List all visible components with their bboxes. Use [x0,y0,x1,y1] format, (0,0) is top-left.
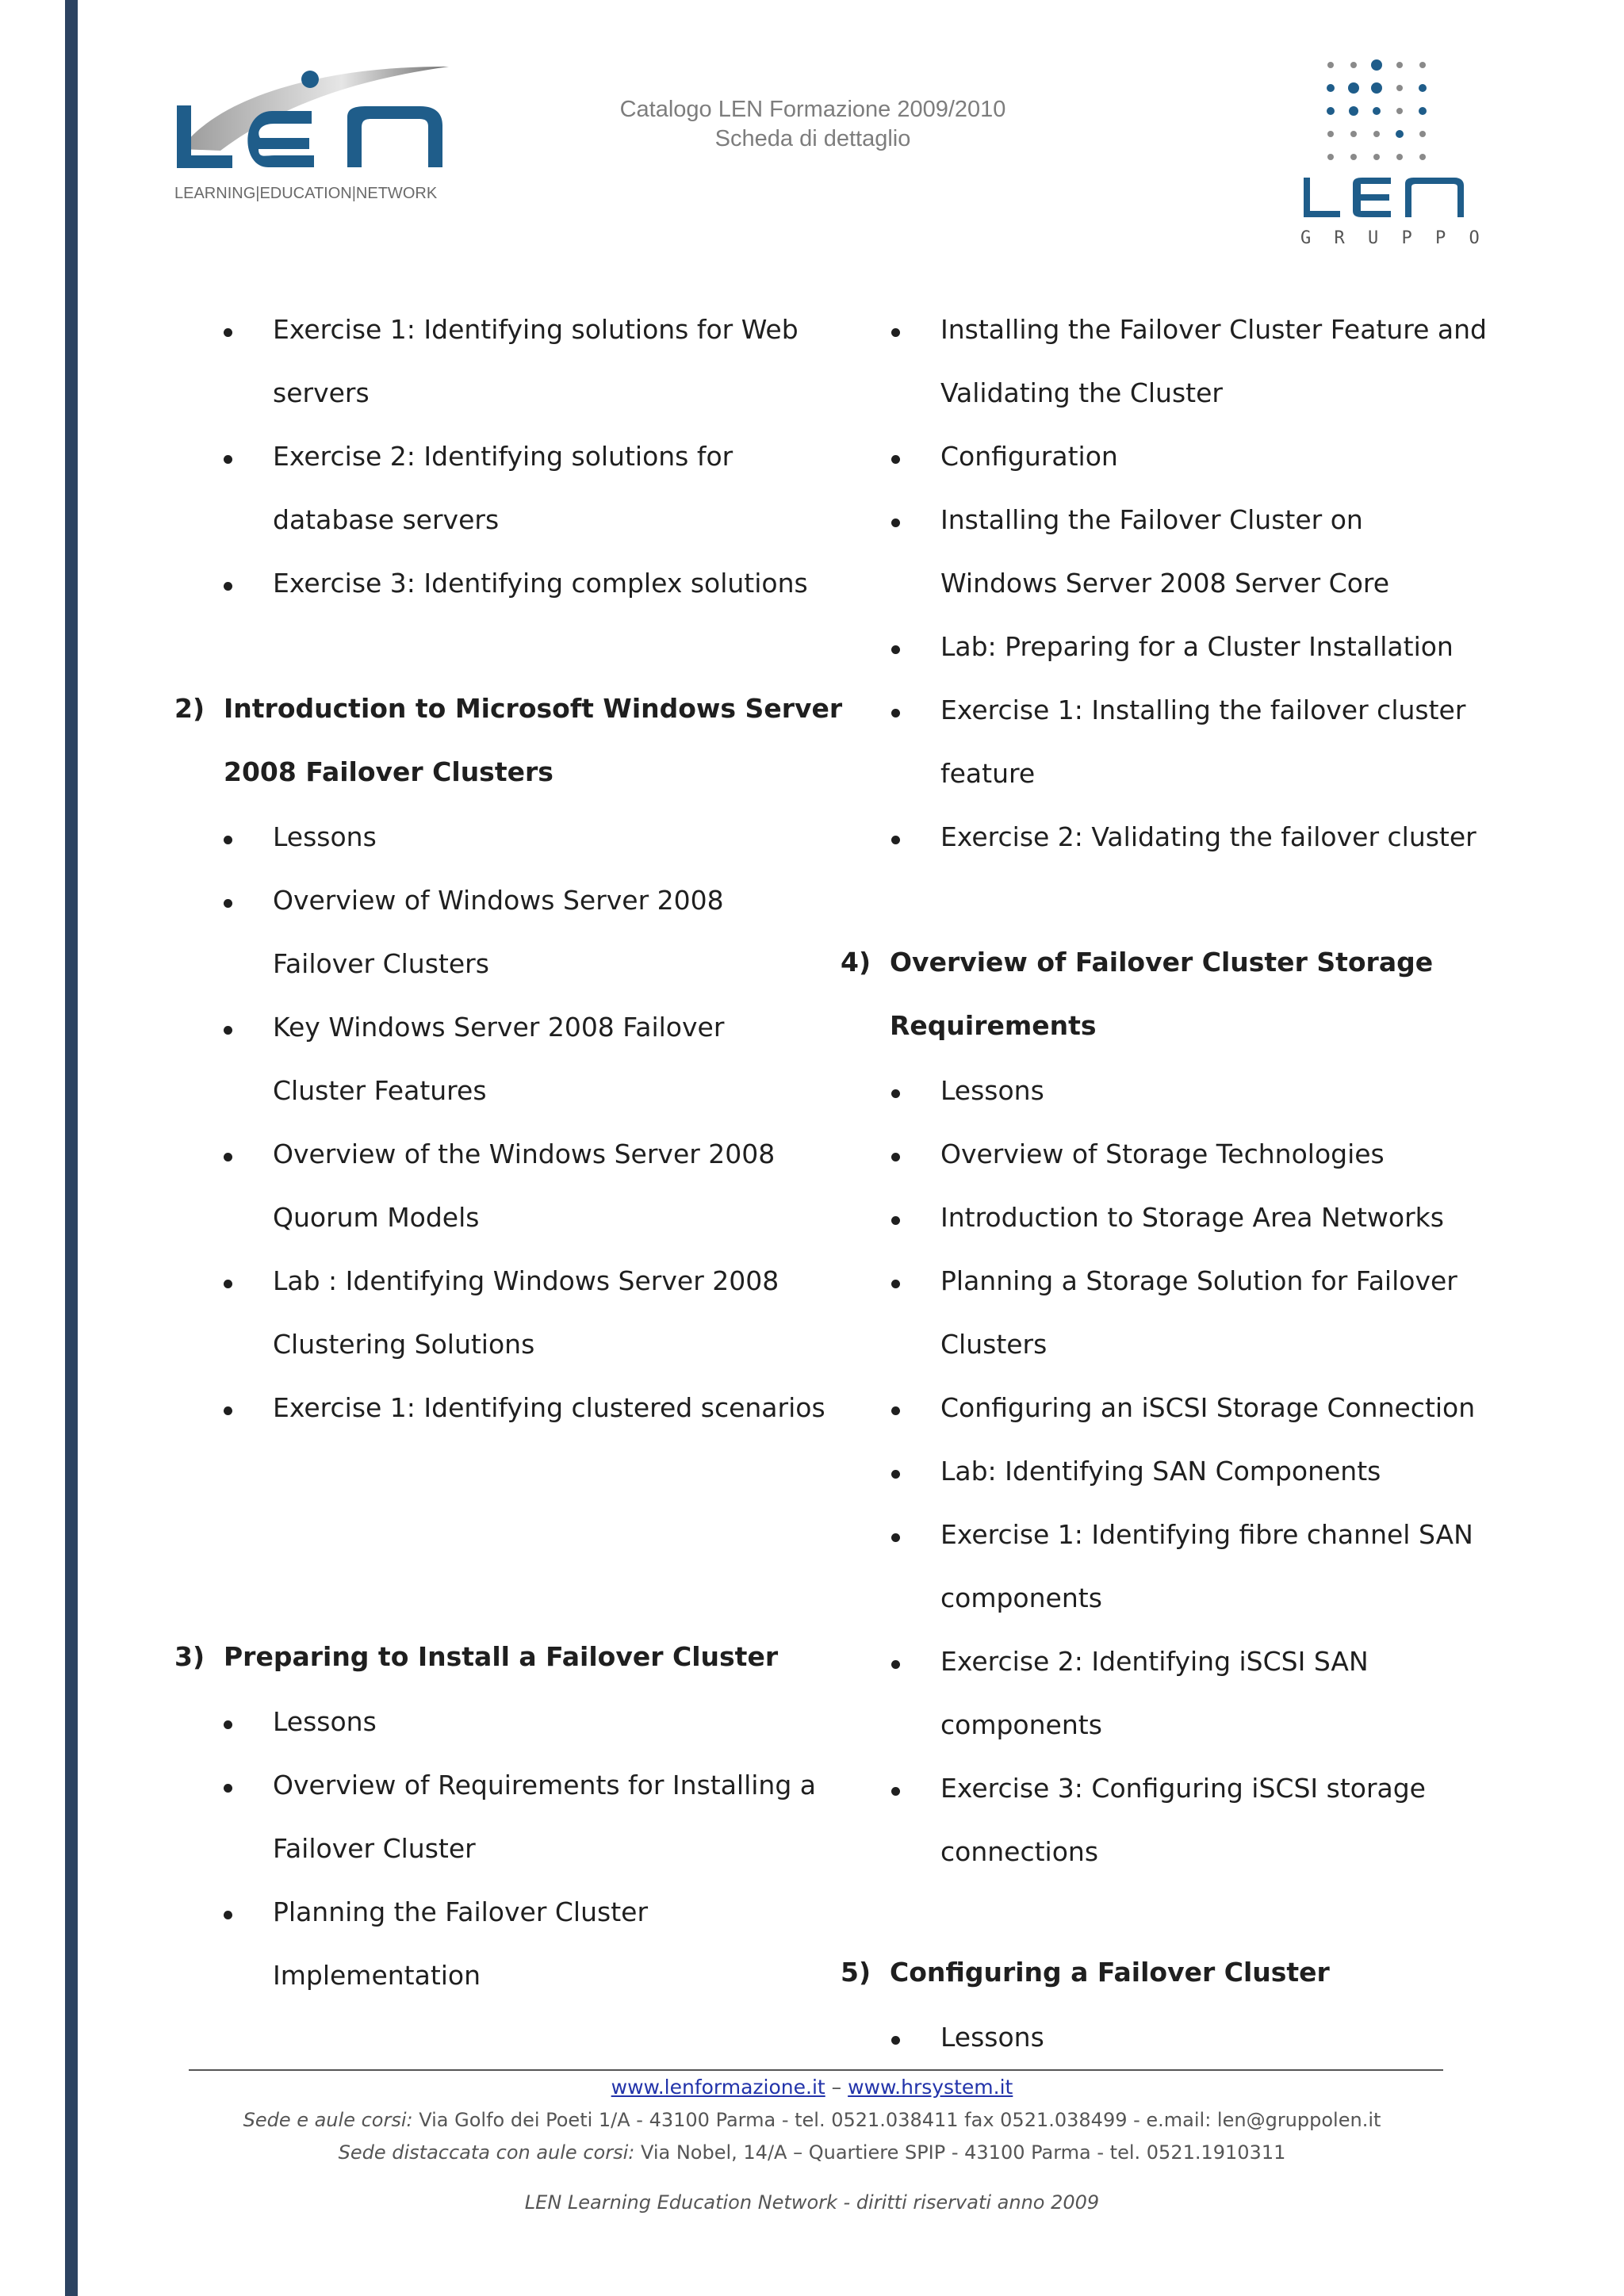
bullet-icon [891,2036,900,2045]
bullet-icon [224,1280,232,1288]
list-item-continuation: Clusters [940,1329,1048,1360]
section-number: 3) [174,1641,205,1672]
logo-dot [1419,154,1426,160]
list-item: Lab: Identifying SAN Components [940,1456,1381,1487]
document-header [555,95,1071,154]
footer-address-label: Sede e aule corsi: [243,2109,413,2131]
list-item-continuation: Quorum Models [273,1202,480,1233]
list-item: Planning the Failover Cluster [273,1896,649,1927]
logo-dot [1350,154,1357,160]
bullet-icon [224,1720,232,1729]
logo-dot [1373,131,1380,137]
list-item-continuation: components [940,1582,1102,1613]
bullet-icon [891,1660,900,1669]
footer-address-text: Via Golfo dei Poeti 1/A - 43100 Parma - tel. 0521.038411 fax 0521.038499 - e.mail: len@gruppolen.it [412,2109,1381,2131]
logo-tagline: LEARNING|EDUCATION|NETWORK [174,185,438,202]
logo-dot [1327,84,1335,92]
footer-secondary-label: Sede distaccata con aule corsi: [338,2141,635,2164]
bullet-icon [891,645,900,654]
logo-dot [1348,82,1359,94]
logo-dot [1371,82,1382,94]
page-left-bar [65,0,78,2296]
list-item: Lessons [940,2022,1044,2053]
logo-dot [1419,131,1426,137]
list-item: Lessons [940,1075,1044,1106]
logo-dot [1396,154,1403,160]
bullet-icon [891,1216,900,1225]
list-item: Exercise 2: Identifying iSCSI SAN [940,1646,1369,1677]
list-item: Exercise 2: Identifying solutions for [273,441,733,472]
hrsystem-link[interactable]: www.hrsystem.it [848,2076,1013,2099]
list-item: Lessons [273,821,377,852]
footer-secondary-text: Via Nobel, 14/A – Quartiere SPIP - 43100 Parma - tel. 0521.1910311 [634,2141,1286,2164]
section-heading: Configuring a Failover Cluster [890,1957,1330,1988]
list-item-continuation: components [940,1709,1102,1740]
bullet-icon [224,582,232,591]
list-item: Overview of Storage Technologies [940,1138,1385,1169]
lenformazione-link[interactable]: www.lenformazione.it [611,2076,825,2099]
logo-dot [1350,131,1357,137]
list-item-continuation: Failover Clusters [273,948,489,979]
bullet-icon [891,519,900,527]
list-item: Planning a Storage Solution for Failover [940,1265,1457,1296]
gruppo-label: G R U P P O [1300,228,1486,248]
section-number: 2) [174,693,205,724]
list-item-continuation: Cluster Features [273,1075,487,1106]
list-item: Configuring an iSCSI Storage Connection [940,1392,1476,1423]
len-gruppo-logo [1293,52,1486,258]
logo-dot [1350,62,1357,68]
list-item: Exercise 3: Configuring iSCSI storage [940,1773,1426,1804]
bullet-icon [891,455,900,464]
list-item-continuation: Clustering Solutions [273,1329,535,1360]
footer-divider [189,2069,1443,2071]
bullet-icon [224,328,232,337]
list-item: Exercise 3: Identifying complex solutions [273,568,808,599]
logo-dot [1419,84,1427,92]
list-item: Exercise 1: Identifying fibre channel SAN [940,1519,1473,1550]
list-item-continuation: Validating the Cluster [940,377,1223,408]
list-item: Key Windows Server 2008 Failover [273,1012,725,1043]
list-item: Exercise 1: Identifying solutions for Web [273,314,799,345]
section-number: 4) [841,947,871,978]
bullet-icon [891,836,900,844]
bullet-icon [891,1406,900,1415]
logo-dot [1327,62,1334,68]
list-item: Lessons [273,1706,377,1737]
bullet-icon [891,1153,900,1161]
logo-dot [1396,62,1403,68]
list-item: Exercise 1: Identifying clustered scenarios [273,1392,825,1423]
list-item: Exercise 2: Validating the failover cluster [940,821,1477,852]
logo-dot [1373,154,1380,160]
section-number: 5) [841,1957,871,1988]
list-item: Lab: Preparing for a Cluster Installation [940,631,1454,662]
list-item: Overview of Requirements for Installing a [273,1770,817,1800]
list-item-continuation: servers [273,377,370,408]
logo-dot [1327,131,1334,137]
list-item-continuation: Failover Cluster [273,1833,476,1864]
footer-address [0,2109,1624,2131]
bullet-icon [224,455,232,464]
logo-dot [1396,108,1403,114]
logo-dot [1396,85,1403,91]
bullet-icon [891,1533,900,1542]
footer-secondary-address [0,2141,1624,2164]
footer-links [0,2076,1624,2099]
bullet-icon [224,1406,232,1415]
logo-dot [1419,62,1426,68]
section-heading: Preparing to Install a Failover Cluster [224,1641,779,1672]
logo-dot [1349,106,1358,116]
bullet-icon [224,1911,232,1919]
logo-dot [1419,107,1427,115]
list-item: Introduction to Storage Area Networks [940,1202,1444,1233]
bullet-icon [891,1470,900,1479]
list-item-continuation: database servers [273,504,500,535]
logo-dot [1396,130,1404,138]
list-item: Overview of Windows Server 2008 [273,885,724,916]
bullet-icon [891,1787,900,1796]
bullet-icon [224,1153,232,1161]
section-heading-continuation: 2008 Failover Clusters [224,756,553,787]
link-separator: – [831,2076,842,2099]
bullet-icon [224,899,232,908]
list-item: Configuration [940,441,1118,472]
section-heading: Introduction to Microsoft Windows Server [224,693,843,724]
bullet-icon [224,1026,232,1035]
logo-dot [1371,59,1382,71]
section-heading-continuation: Requirements [890,1010,1097,1041]
len-logo [173,62,458,208]
list-item-continuation: Implementation [273,1960,481,1991]
section-heading: Overview of Failover Cluster Storage [890,947,1434,978]
list-item: Lab : Identifying Windows Server 2008 [273,1265,779,1296]
logo-dot [1327,154,1334,160]
footer-copyright: LEN Learning Education Network - diritti riservati anno 2009 [524,2191,1100,2214]
list-item: Installing the Failover Cluster Feature and [940,314,1487,345]
bullet-icon [891,328,900,337]
logo-dot [1373,107,1381,115]
list-item-continuation: Windows Server 2008 Server Core [940,568,1390,599]
list-item: Exercise 1: Installing the failover cluster [940,695,1466,725]
bullet-icon [891,709,900,718]
logo-dot [1327,107,1335,115]
list-item-continuation: feature [940,758,1036,789]
catalog-subtitle: Scheda di dettaglio [714,126,911,151]
bullet-icon [224,1784,232,1793]
catalog-title: Catalogo LEN Formazione 2009/2010 [619,97,1006,122]
list-item: Overview of the Windows Server 2008 [273,1138,776,1169]
bullet-icon [891,1280,900,1288]
list-item-continuation: connections [940,1836,1099,1867]
bullet-icon [891,1089,900,1098]
list-item: Installing the Failover Cluster on [940,504,1363,535]
bullet-icon [224,836,232,844]
